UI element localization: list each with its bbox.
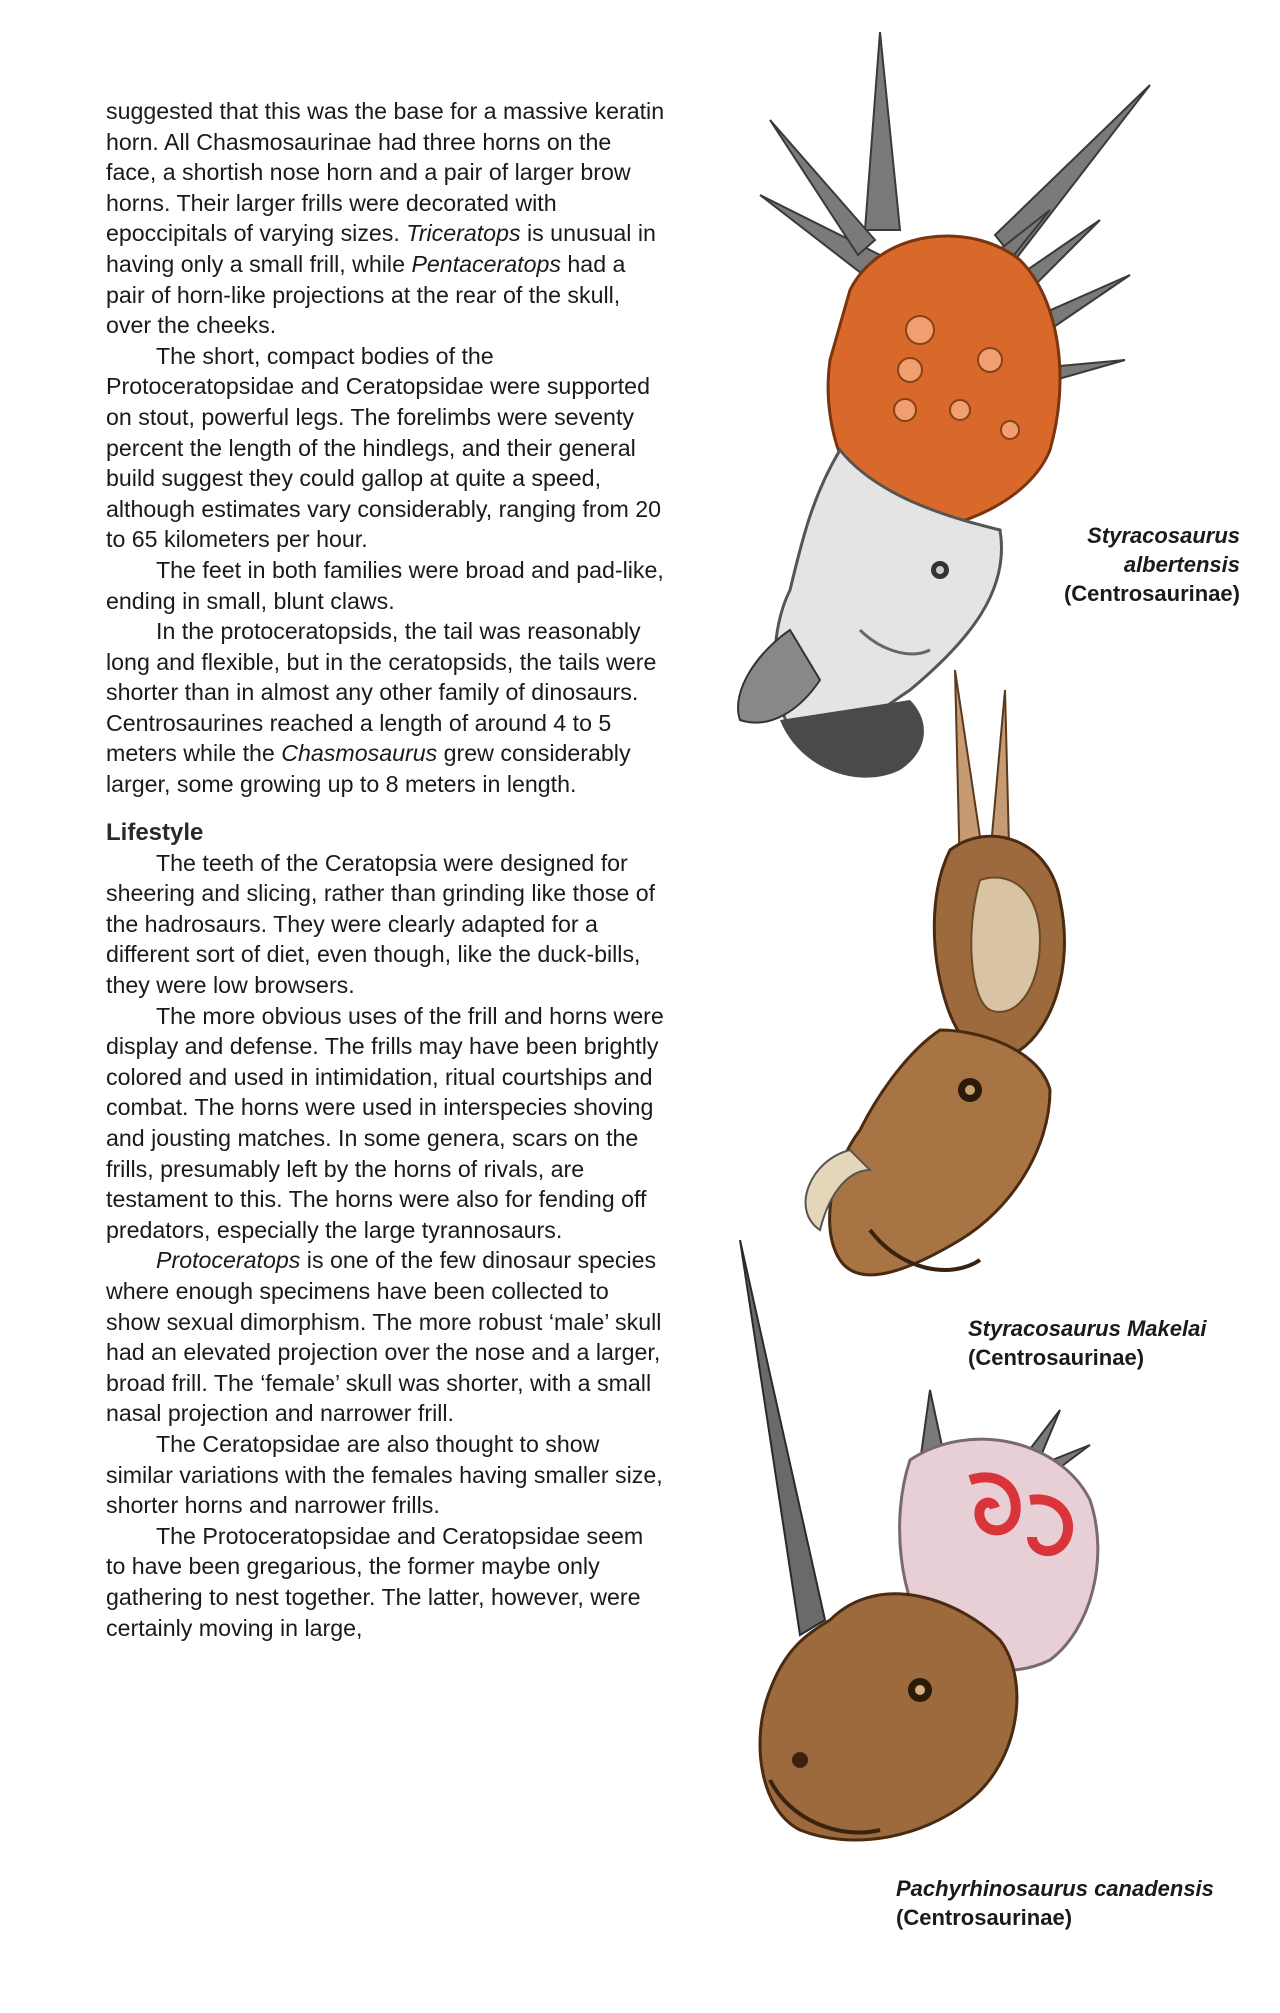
styracosaurus-makelai-illustration xyxy=(790,670,1130,1310)
paragraph-2: The short, compact bodies of the Protoceratopsidae and Ceratopsidae were supported on stout, powerful legs. The forelimbs were seventy percent the length of the hindlegs, and their general build suggest they could gallop at quite a speed, although estimates vary considerably, ranging from 20 to 65 kilometers per hour. xyxy=(106,342,662,553)
paragraph-9: The Protoceratopsidae and Ceratopsidae seem to have been gregarious, the former maybe only gathering to nest together. The latter, however, were certainly moving in large, xyxy=(106,1522,644,1641)
paragraph-8: The Ceratopsidae are also thought to show similar variations with the females having smaller size, shorter horns and narrower frills. xyxy=(106,1430,663,1519)
caption-pachyrhinosaurus-canadensis: Pachyrhinosaurus canadensis (Centrosaurinae) xyxy=(896,1876,1214,1930)
paragraph-3: The feet in both families were broad and pad-like, ending in small, blunt claws. xyxy=(106,556,664,614)
caption-styracosaurus-albertensis: Styracosaurus albertensis (Centrosaurinae) xyxy=(1063,523,1240,606)
paragraph-6: The more obvious uses of the frill and horns were display and defense. The frills may have been brightly colored and used in intimidation, ritual courtships and combat. The horns were used in interspecies shoving and jousting matches. In some genera, scars on the frills, presumably left by the horns of rivals, are testament to this. The horns were also for fending off predators, especially the large tyrannosaurs. xyxy=(106,1002,664,1243)
section-heading-lifestyle: Lifestyle xyxy=(106,818,204,846)
paragraph-7: Protoceratops is one of the few dinosaur species where enough specimens have been collected to show sexual dimorphism. The more robust ‘male’ skull had an elevated projection over the nose and a larger, broad frill. The ‘female’ skull was shorter, with a small nasal projection and narrower frill. xyxy=(106,1247,662,1427)
body-text-column xyxy=(106,96,666,1643)
caption-styracosaurus-makelai: Styracosaurus Makelai (Centrosaurinae) xyxy=(968,1316,1207,1370)
paragraph-1: suggested that this was the base for a massive keratin horn. All Chasmosaurinae had three horns on the face, a shortish nose horn and a pair of larger brow horns. Their larger frills were decorated with epoccipitals of varying sizes. Triceratops is unusual in having only a small frill, while Pentaceratops had a pair of horn-like projections at the rear of the skull, over the cheeks. xyxy=(106,98,665,339)
paragraph-5: The teeth of the Ceratopsia were designed for sheering and slicing, rather than grinding like those of the hadrosaurs. They were clearly adapted for a different sort of diet, even though, like the duck-bills, they were low browsers. xyxy=(106,849,656,999)
paragraph-4: In the protoceratopsids, the tail was reasonably long and flexible, but in the ceratopsids, the tails were shorter than in almost any other family of dinosaurs. Centrosaurines reached a length of around 4 to 5 meters while the Chasmosaurus grew considerably larger, some growing up to 8 meters in length. xyxy=(106,618,657,798)
